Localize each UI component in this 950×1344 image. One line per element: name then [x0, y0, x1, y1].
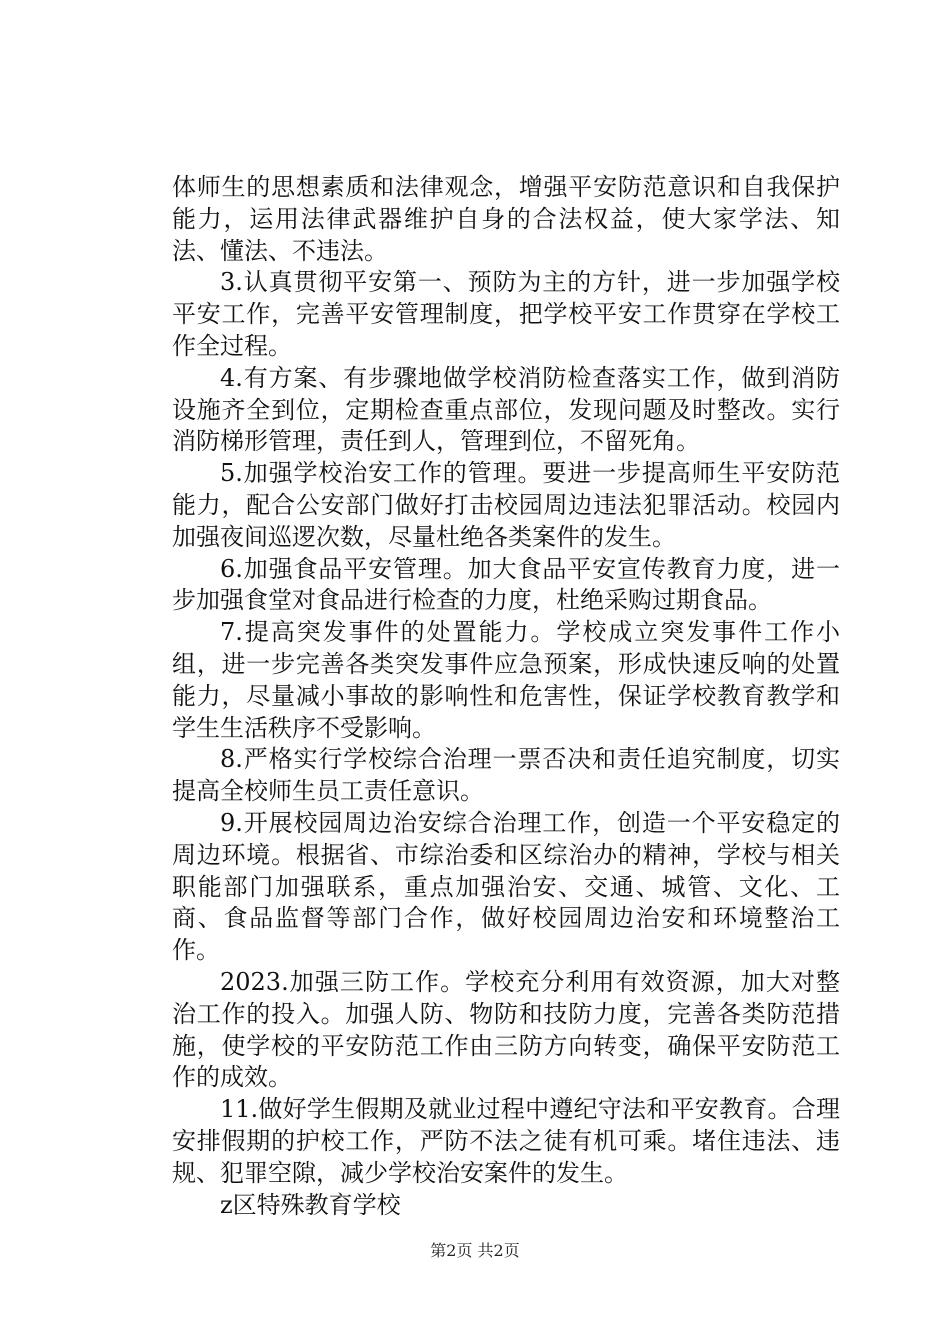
paragraph-item-11: 11.做好学生假期及就业过程中遵纪守法和平安教育。合理安排假期的护校工作，严防不法之徒有机可乘。堵住违法、违规、犯罪空隙，减少学校治安案件的发生。	[172, 1095, 840, 1187]
paragraph-item-3: 3.认真贯彻平安第一、预防为主的方针，进一步加强学校平安工作，完善平安管理制度，把学校平安工作贯穿在学校工作全过程。	[172, 268, 840, 360]
page-number-label: 第2页 共2页	[430, 1241, 520, 1260]
paragraph-item-8: 8.严格实行学校综合治理一票否决和责任追究制度，切实提高全校师生员工责任意识。	[172, 745, 840, 806]
paragraph-item-9: 9.开展校园周边治安综合治理工作，创造一个平安稳定的周边环境。根据省、市综治委和区综治办的精神，学校与相关职能部门加强联系，重点加强治安、交通、城管、文化、工商、食品监督等部门合作，做好校园周边治安和环境整治工作。	[172, 808, 840, 965]
paragraph-item-6: 6.加强食品平安管理。加大食品平安宣传教育力度，进一步加强食堂对食品进行检查的力度，杜绝采购过期食品。	[172, 554, 840, 615]
page-footer	[0, 1241, 950, 1261]
paragraph-item-5: 5.加强学校治安工作的管理。要进一步提高师生平安防范能力，配合公安部门做好打击校园周边违法犯罪活动。校园内加强夜间巡逻次数，尽量杜绝各类案件的发生。	[172, 459, 840, 551]
paragraph-item-4: 4.有方案、有步骤地做学校消防检查落实工作，做到消防设施齐全到位，定期检查重点部位，发现问题及时整改。实行消防梯形管理，责任到人，管理到位，不留死角。	[172, 363, 840, 456]
signature-school-name: z区特殊教育学校	[220, 1190, 401, 1219]
paragraph-continuation: 体师生的思想素质和法律观念，增强平安防范意识和自我保护能力，运用法律武器维护自身的合法权益，使大家学法、知法、懂法、不违法。	[172, 173, 840, 265]
paragraph-item-7: 7.提高突发事件的处置能力。学校成立突发事件工作小组，进一步完善各类突发事件应急预案，形成快速反响的处置能力，尽量减小事故的影响性和危害性，保证学校教育教学和学生生活秩序不受影响。	[172, 618, 840, 742]
document-body	[172, 172, 840, 1221]
paragraph-item-10: 2023.加强三防工作。学校充分利用有效资源，加大对整治工作的投入。加强人防、物防和技防力度，完善各类防范措施，使学校的平安防范工作由三防方向转变，确保平安防范工作的成效。	[172, 967, 840, 1092]
